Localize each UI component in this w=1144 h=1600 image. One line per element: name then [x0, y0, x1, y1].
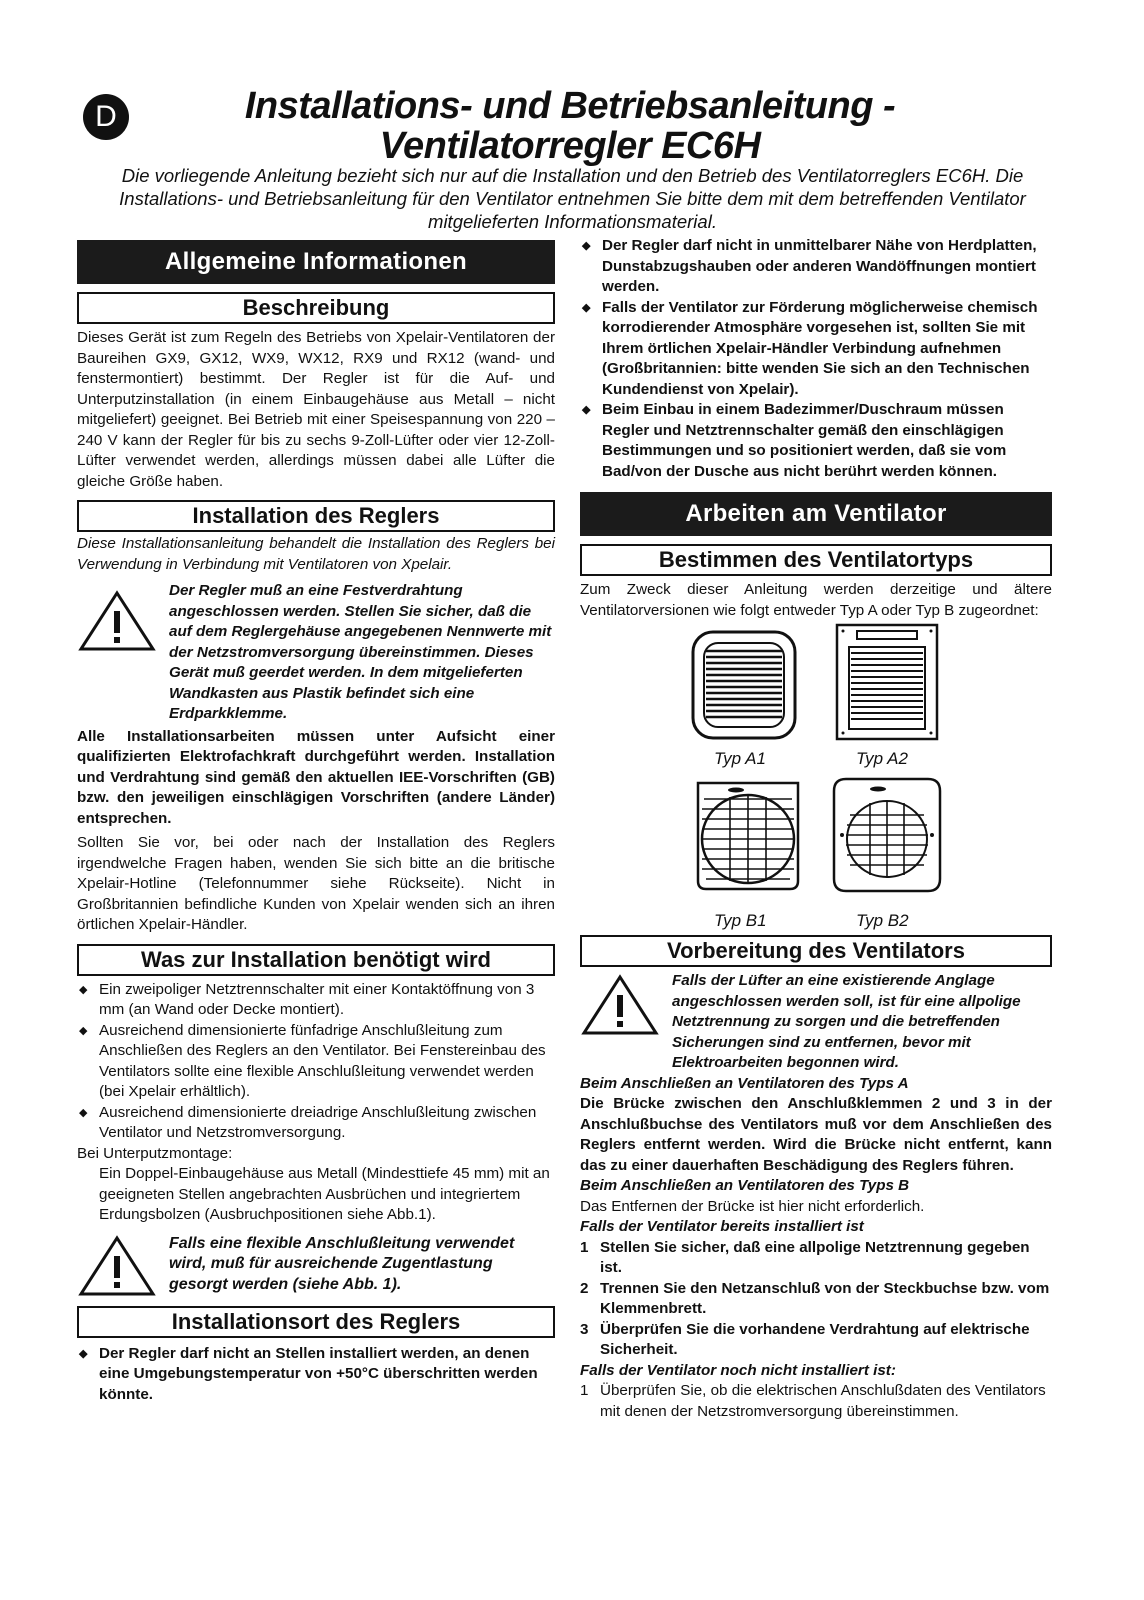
heading-installationsort: Installationsort des Reglers — [77, 1306, 555, 1338]
right-column — [580, 236, 1052, 1422]
needed-list — [77, 980, 555, 1144]
list-item: 1 Stellen Sie sicher, daß eine allpolige Netztrennung gegeben ist. — [580, 1238, 1030, 1276]
ort-list — [77, 1344, 555, 1406]
beschreibung-text: Dieses Gerät ist zum Regeln des Betriebs von Xpelair-Ventilatoren der Baureihen GX9, GX12, WX9, WX12, RX9 und RX12 (wand- und fenstermontiert) bestimmt. Der Regler ist für die Auf- und Unterputzinstallation (in einem Einbaugehäuse aus Metall – nicht mitgeliefert) geeignet. Bei Betrieb mit einer Speisespannung von 220 – 240 V kann der Regler für bis zu sechs 9-Zoll-Lüfter oder vier 12-Zoll-Lüfter verwendet werden, allerdings müssen dabei alle Lüfter die gleiche Größe haben. — [77, 329, 555, 490]
installation-intro: Diese Installationsanleitung behandelt die Installation des Reglers bei Verwendung in Verbindung mit Ventilatoren von Xpelair. — [77, 535, 555, 573]
warning-triangle-icon — [580, 971, 672, 1041]
caption-typ-b1: Typ B1 — [714, 911, 767, 930]
page-title-line1: Installations- und Betriebsanleitung - — [244, 85, 896, 127]
typ-b-heading: Beim Anschließen an Ventilatoren des Typs B — [580, 1177, 910, 1194]
list-item: ◆ Beim Einbau in einem Badezimmer/Duschraum müssen Regler und Netztrennschalter gemäß den einschlägigen Bestimmungen und so positioniert werden, daß sie vom Bad/von der Dusche aus nicht berührt werden können. — [580, 400, 1052, 482]
heading-beschreibung: Beschreibung — [77, 292, 555, 324]
heading-ventilatortyp: Bestimmen des Ventilatortyps — [580, 544, 1052, 576]
installed-heading: Falls der Ventilator bereits installiert ist — [580, 1218, 864, 1235]
heading-vorbereitung: Vorbereitung des Ventilators — [580, 935, 1052, 967]
list-item: ◆ Ausreichend dimensionierte dreiadrige Anschlußleitung zwischen Ventilator und Netzstromversorgung. — [77, 1103, 555, 1144]
fan-typ-b2-image — [830, 775, 944, 895]
installed-steps — [580, 1238, 1052, 1361]
list-item: 2 Trennen Sie den Netzanschluß von der Steckbuchse bzw. vom Klemmenbrett. — [580, 1279, 1050, 1317]
caption-typ-b2: Typ B2 — [856, 911, 909, 930]
warning-text-2: Falls eine flexible Anschlußleitung verwendet wird, muß für ausreichende Zugentlastung gesorgt werden (siehe Abb. 1). — [169, 1234, 515, 1293]
fan-typ-a1-image — [690, 629, 798, 741]
list-item: ◆ Der Regler darf nicht in unmittelbarer Nähe von Herdplatten, Dunstabzugshauben oder anderen Wandöffnungen montiert werden. — [580, 236, 1052, 298]
warning-block-1 — [77, 581, 555, 725]
warning-text-3: Falls der Lüfter an eine existierende Anglage angeschlossen werden soll, ist für eine allpolige Netztrennung zu sorgen und die betreffenden Sicherungen sind zu entfernen, bevor mit Elektroarbeiten begonnen wird. — [672, 972, 1021, 1071]
fan-types-figure — [580, 629, 1052, 929]
warning-block-2 — [77, 1234, 555, 1300]
list-item: ◆ Ein zweipoliger Netztrennschalter mit einer Kontaktöffnung von 3 mm (an Wand oder Decke montiert). — [77, 980, 555, 1021]
heading-was-benoetigt: Was zur Installation benötigt wird — [77, 944, 555, 976]
banner-arbeiten-am-ventilator: Arbeiten am Ventilator — [580, 492, 1052, 536]
list-item: ◆ Ausreichend dimensionierte fünfadrige Anschlußleitung zum Anschließen des Reglers an den Ventilator. Bei Fenstereinbau des Ventilators sollte eine flexible Anschlußleitung verwendet werden (bei Xpelair erhältlich). — [77, 1021, 555, 1103]
banner-allgemeine-informationen: Allgemeine Informationen — [77, 240, 555, 284]
language-badge: D — [83, 94, 129, 140]
list-item: ◆ Falls der Ventilator zur Förderung möglicherweise chemisch korrodierender Atmosphäre vorgesehen ist, sollten Sie mit Ihrem örtlichen Xpelair-Händler Verbindung aufnehmen (Großbritannien: bitte wenden Sie sich an den Technischen Kundendienst von Xpelair). — [580, 298, 1052, 401]
not-installed-steps — [580, 1381, 1052, 1422]
warning-triangle-icon — [77, 581, 169, 661]
left-column — [77, 240, 555, 1405]
list-item: 3 Überprüfen Sie die vorhandene Verdrahtung auf elektrische Sicherheit. — [580, 1320, 1030, 1358]
placement-list — [580, 236, 1052, 482]
fan-typ-b1-image — [692, 777, 804, 895]
warning-triangle-icon — [77, 1234, 169, 1300]
warning-text-1: Der Regler muß an eine Festverdrahtung angeschlossen werden. Stellen Sie sicher, daß die auf dem Reglergehäuse angegebenen Nennwerte mit der Netzstromversorgung übereinstimmen. Dieses Gerät muß geerdet werden. In dem mitgelieferten Wandkasten aus Plastik befindet sich eine Erdparkklemme. — [169, 582, 552, 722]
typ-b-text: Das Entfernen der Brücke ist hier nicht erforderlich. — [580, 1197, 925, 1215]
caption-typ-a1: Typ A1 — [714, 749, 766, 768]
list-item: ◆ Der Regler darf nicht an Stellen installiert werden, an denen eine Umgebungstemperatur von +50°C überschritten werden könnte. — [77, 1344, 555, 1406]
questions-paragraph: Sollten Sie vor, bei oder nach der Installation des Reglers irgendwelche Fragen haben, wenden Sie sich bitte an die britische Xpelair-Hotline (Telefonnummer siehe Rückseite). Nicht in Großbritannien befindliche Kunden von Xpelair wenden sich an ihren örtlichen Xpelair-Händler. — [77, 834, 555, 933]
typ-a-heading: Beim Anschließen an Ventilatoren des Typs A — [580, 1074, 909, 1092]
page-title-line2: Ventilatorregler EC6H — [379, 125, 761, 167]
unterputz-label: Bei Unterputzmontage: — [77, 1144, 233, 1162]
not-installed-heading: Falls der Ventilator noch nicht installiert ist: — [580, 1361, 896, 1379]
fan-typ-a2-image — [835, 623, 939, 741]
unterputz-text: Ein Doppel-Einbaugehäuse aus Metall (Mindesttiefe 45 mm) mit an geeigneten Stellen angebrachten Ausbrüchen und integriertem Erdungsbolzen (Ausbruchpositionen siehe Abb.1). — [99, 1165, 550, 1223]
intro-text: Die vorliegende Anleitung bezieht sich nur auf die Installation und den Betrieb des Ventilatorreglers EC6H. Die Installations- und Betriebsanleitung für den Ventilator entnehmen Sie bitte dem mit dem betreffenden Ventilator mitgelieferten Informationsmaterial. — [119, 165, 1026, 232]
typ-a-text: Die Brücke zwischen den Anschlußklemmen 2 und 3 in der Anschlußbuchse des Ventilators muß vor dem Anschließen des Reglers entfernt werden. Wird die Brücke nicht entfernt, kann das zu einer dauerhaften Beschädigung des Reglers führen. — [580, 1095, 1052, 1174]
typ-text: Zum Zweck dieser Anleitung werden derzeitige und ältere Ventilatorversionen wie folgt entweder Typ A oder Typ B zugeordnet: — [580, 581, 1052, 619]
bold-paragraph: Alle Installationsarbeiten müssen unter Aufsicht einer qualifizierten Elektrofachkraft durchgeführt werden. Installation und Verdrahtung sind gemäß den aktuellen IEE-Vorschriften (GB) bzw. den jeweiligen einschlägigen Vorschriften (andere Länder) entsprechen. — [77, 727, 555, 827]
warning-block-3 — [580, 971, 1052, 1074]
list-item: 1 Überprüfen Sie, ob die elektrischen Anschlußdaten des Ventilators mit denen der Netzstromversorgung übereinstimmen. — [580, 1382, 1046, 1420]
caption-typ-a2: Typ A2 — [856, 749, 908, 768]
heading-installation: Installation des Reglers — [77, 500, 555, 532]
